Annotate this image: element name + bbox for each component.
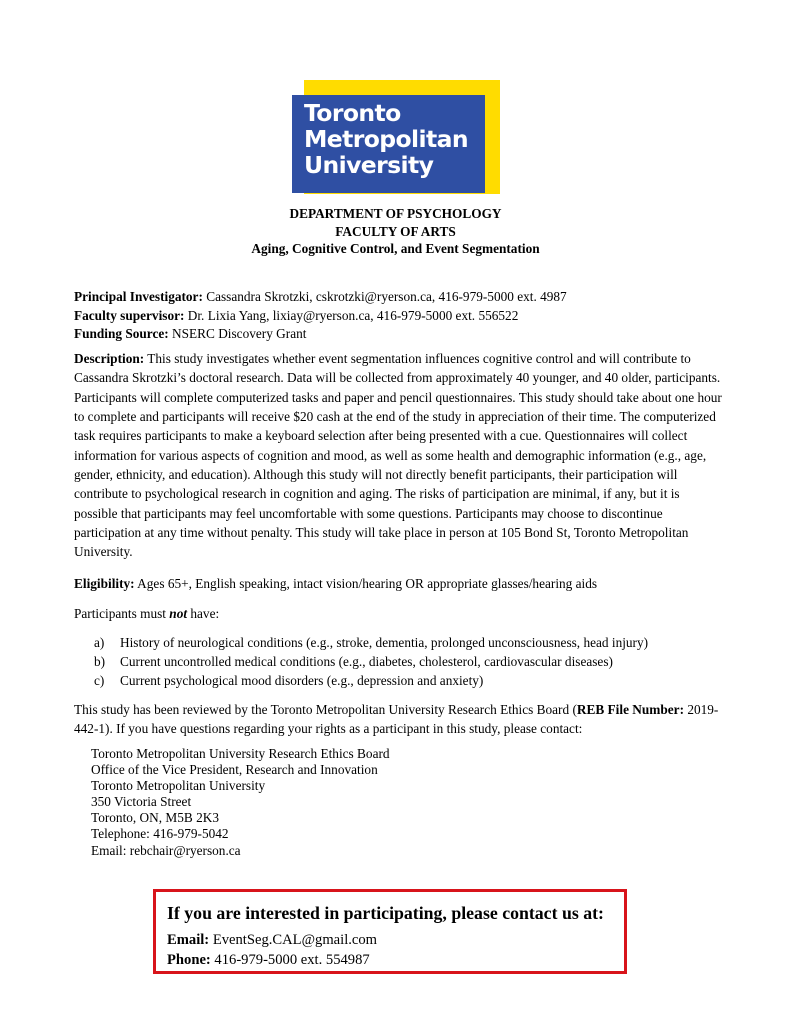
contact-line: Toronto, ON, M5B 2K3 <box>91 810 219 826</box>
must-not-prefix: Participants must <box>74 606 170 621</box>
funding-value: NSERC Discovery Grant <box>168 326 307 342</box>
department-heading: DEPARTMENT OF PSYCHOLOGY <box>289 206 502 221</box>
callout-email-label: Email: <box>167 932 210 948</box>
contact-line: 350 Victoria Street <box>91 794 192 810</box>
university-logo <box>292 80 500 194</box>
reb-contact-block <box>91 746 390 859</box>
supervisor-line <box>74 307 724 326</box>
callout-title: If you are interested in participating, please contact us at: <box>167 903 604 923</box>
contact-callout-box <box>153 889 627 974</box>
logo-line-3: University <box>304 151 434 179</box>
logo-wordmark <box>304 100 468 178</box>
supervisor-label: Faculty supervisor: <box>74 307 185 323</box>
contact-line: Toronto Metropolitan University <box>91 778 266 794</box>
reb-text-1: This study has been reviewed by the Toronto Metropolitan University Research Ethics Board ( <box>74 702 577 717</box>
faculty-heading: FACULTY OF ARTS <box>335 223 456 239</box>
callout-phone-value: 416-979-5000 ext. 554987 <box>210 952 370 968</box>
list-item-text: Current psychological mood disorders (e.g., depression and anxiety) <box>120 673 484 688</box>
funding-label: Funding Source: <box>74 326 169 342</box>
list-item <box>94 652 648 671</box>
study-title: Aging, Cognitive Control, and Event Segmentation <box>251 241 540 256</box>
contact-line: Telephone: 416-979-5042 <box>91 826 229 842</box>
contact-line: Toronto Metropolitan University Research Ethics Board <box>91 746 390 761</box>
study-meta <box>74 288 724 344</box>
callout-phone-label: Phone: <box>167 952 211 968</box>
reb-file-label: REB File Number: <box>576 702 684 717</box>
list-item-text: Current uncontrolled medical conditions (e.g., diabetes, cholesterol, cardiovascular diseases) <box>120 654 613 669</box>
document-header <box>0 205 791 258</box>
list-marker: c) <box>94 673 105 688</box>
eligibility-text: Ages 65+, English speaking, intact vision/hearing OR appropriate glasses/hearing aids <box>134 576 598 591</box>
description-label: Description: <box>74 351 145 366</box>
callout-email-line <box>167 932 377 949</box>
contact-line: Email: rebchair@ryerson.ca <box>91 842 241 858</box>
pi-label: Principal Investigator: <box>74 289 203 304</box>
funding-line <box>74 325 724 344</box>
contact-line: Office of the Vice President, Research and Innovation <box>91 762 378 778</box>
pi-value: Cassandra Skrotzki, cskrotzki@ryerson.ca, 416-979-5000 ext. 4987 <box>202 289 567 304</box>
reb-paragraph <box>74 701 724 738</box>
description-text: This study investigates whether event segmentation influences cognitive control and will contribute to Cassandra Skrotzki’s doctoral research. Data will be collected from approximately 40 younger, and 40 older, participants. Participants will complete computerized tasks and paper and pencil questionnaires. This study should take about one hour to complete and participants will receive $20 cash at the end of the study in appreciation of their time. The computerized task requires participants to make a keyboard selection after being presented with a cue. Questionnaires will collect information for various aspects of cognition and mood, as well as some health and demographic information (e.g., age, gender, ethnicity, and education). Although this study will not directly benefit participants, their participation will contribute to psychological research in cognition and aging. The risks of participation are minimal, if any, but it is possible that participants may feel uncomfortable with some questions. Participants may choose to discontinue participation at any time without penalty. This study will take place in person at 105 Bond St, Toronto Metropolitan University. <box>74 351 722 560</box>
callout-email-value: EventSeg.CAL@gmail.com <box>209 932 378 948</box>
principal-investigator-line <box>74 288 724 307</box>
callout-phone-line <box>167 952 370 969</box>
list-marker: a) <box>94 635 105 650</box>
eligibility-label: Eligibility: <box>74 576 135 591</box>
eligibility-line <box>74 575 724 594</box>
logo-line-2: Metropolitan <box>304 125 468 153</box>
must-not-emphasis: not <box>169 606 188 621</box>
supervisor-value: Dr. Lixia Yang, lixiay@ryerson.ca, 416-979-5000 ext. 556522 <box>184 307 519 323</box>
must-not-line <box>74 605 724 624</box>
list-item <box>94 633 648 652</box>
reb-text-2: 2019-442-1). If you have questions regarding your rights as a participant in this study, please contact: <box>74 702 719 736</box>
description-paragraph <box>74 349 724 562</box>
exclusion-list <box>94 633 648 690</box>
logo-line-1: Toronto <box>304 99 401 127</box>
list-marker: b) <box>94 654 106 669</box>
must-not-suffix: have: <box>187 606 220 621</box>
list-item-text: History of neurological conditions (e.g., stroke, dementia, prolonged unconsciousness, head injury) <box>120 635 649 650</box>
list-item <box>94 671 648 690</box>
